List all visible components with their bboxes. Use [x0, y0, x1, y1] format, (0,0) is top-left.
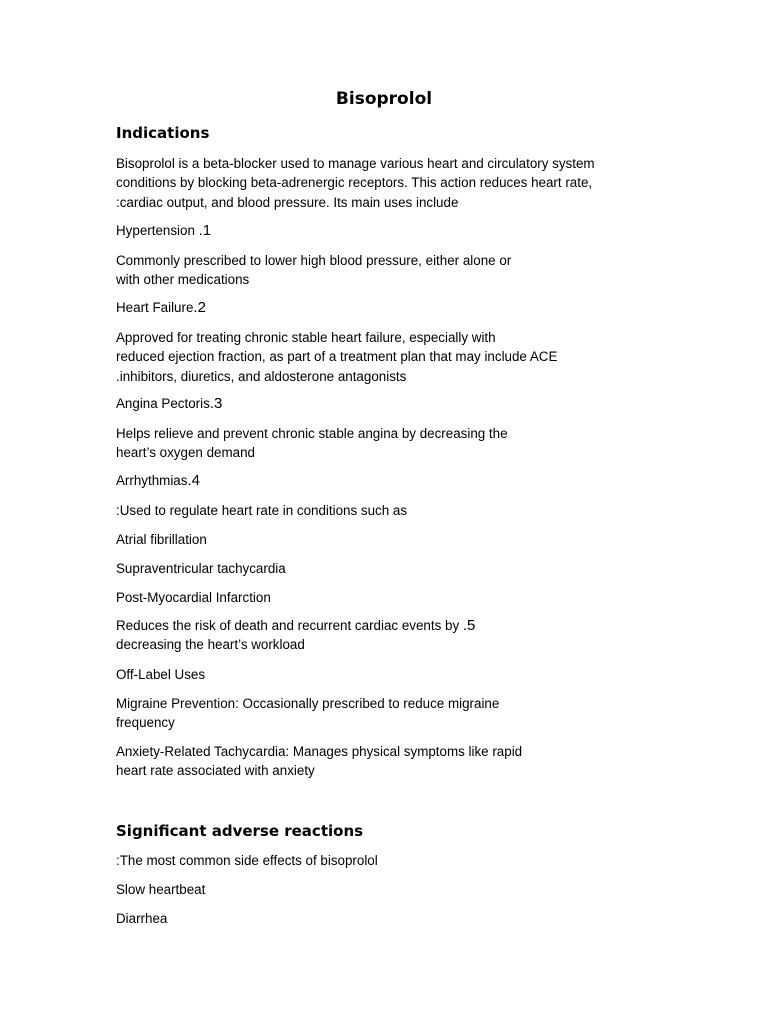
item-3-number: .3: [209, 395, 223, 412]
item-5-text-line-2: decreasing the heart’s workload: [116, 637, 305, 653]
offlabel-migraine-line-1: Migraine Prevention: Occasionally prescribed to reduce migraine: [116, 696, 500, 711]
offlabel-anxiety-line-2: heart rate associated with anxiety: [116, 763, 315, 779]
adverse-reactions-heading: Significant adverse reactions: [116, 822, 364, 840]
item-1-label: [116, 221, 211, 240]
item-4-text: :Used to regulate heart rate in conditions such as: [116, 503, 408, 518]
item-1-text-line-1: Commonly prescribed to lower high blood pressure, either alone or: [116, 253, 512, 268]
intro-paragraph: [116, 154, 595, 212]
offlabel-heading: Off-Label Uses: [116, 667, 206, 682]
item-2-text: [116, 328, 557, 386]
document-title: Bisoprolol: [335, 89, 433, 109]
item-2-text-line-1: Approved for treating chronic stable heart failure, especially with: [116, 330, 496, 345]
item-3-text: [116, 424, 508, 463]
offlabel-migraine: [116, 694, 499, 733]
item-2-label-text: Heart Failure: [116, 300, 194, 315]
item-4-sub-2: Supraventricular tachycardia: [116, 561, 286, 576]
intro-line-3: :cardiac output, and blood pressure. Its main uses include: [116, 194, 459, 210]
adverse-item-1: Slow heartbeat: [116, 882, 206, 897]
item-5-number: .5: [462, 617, 476, 634]
item-4-label-text: Arrhythmias: [116, 473, 188, 488]
item-3-text-line-1: Helps relieve and prevent chronic stable angina by decreasing the: [116, 426, 508, 441]
adverse-intro: :The most common side effects of bisoprolol: [116, 853, 378, 868]
item-4-sub-1: Atrial fibrillation: [116, 532, 207, 547]
item-3-label: [116, 394, 222, 413]
item-5-text: [116, 616, 475, 655]
item-5-text-line-1: Reduces the risk of death and recurrent cardiac events by: [116, 618, 463, 633]
intro-line-2: conditions by blocking beta-adrenergic receptors. This action reduces heart rate,: [116, 175, 593, 191]
item-3-text-line-2: heart’s oxygen demand: [116, 445, 255, 461]
item-1-text: [116, 251, 511, 290]
item-2-text-line-3: .inhibitors, diuretics, and aldosterone antagonists: [116, 368, 407, 384]
indications-heading: Indications: [116, 124, 210, 142]
item-4-label: [116, 471, 200, 490]
item-4-number: .4: [187, 472, 200, 489]
item-2-text-line-2: reduced ejection fraction, as part of a treatment plan that may include ACE: [116, 349, 558, 365]
item-3-label-text: Angina Pectoris: [116, 396, 210, 411]
item-2-number: .2: [193, 299, 206, 316]
offlabel-anxiety-line-1: Anxiety-Related Tachycardia: Manages physical symptoms like rapid: [116, 744, 523, 759]
item-2-label: [116, 298, 206, 317]
item-1-number: .1: [198, 222, 212, 239]
adverse-item-2: Diarrhea: [116, 911, 168, 926]
intro-line-1: Bisoprolol is a beta-blocker used to manage various heart and circulatory system: [116, 156, 595, 171]
item-1-label-text: Hypertension: [116, 223, 199, 238]
offlabel-migraine-line-2: frequency: [116, 715, 175, 731]
item-5-label: Post-Myocardial Infarction: [116, 590, 271, 605]
offlabel-anxiety: [116, 742, 522, 781]
item-1-text-line-2: with other medications: [116, 272, 250, 288]
